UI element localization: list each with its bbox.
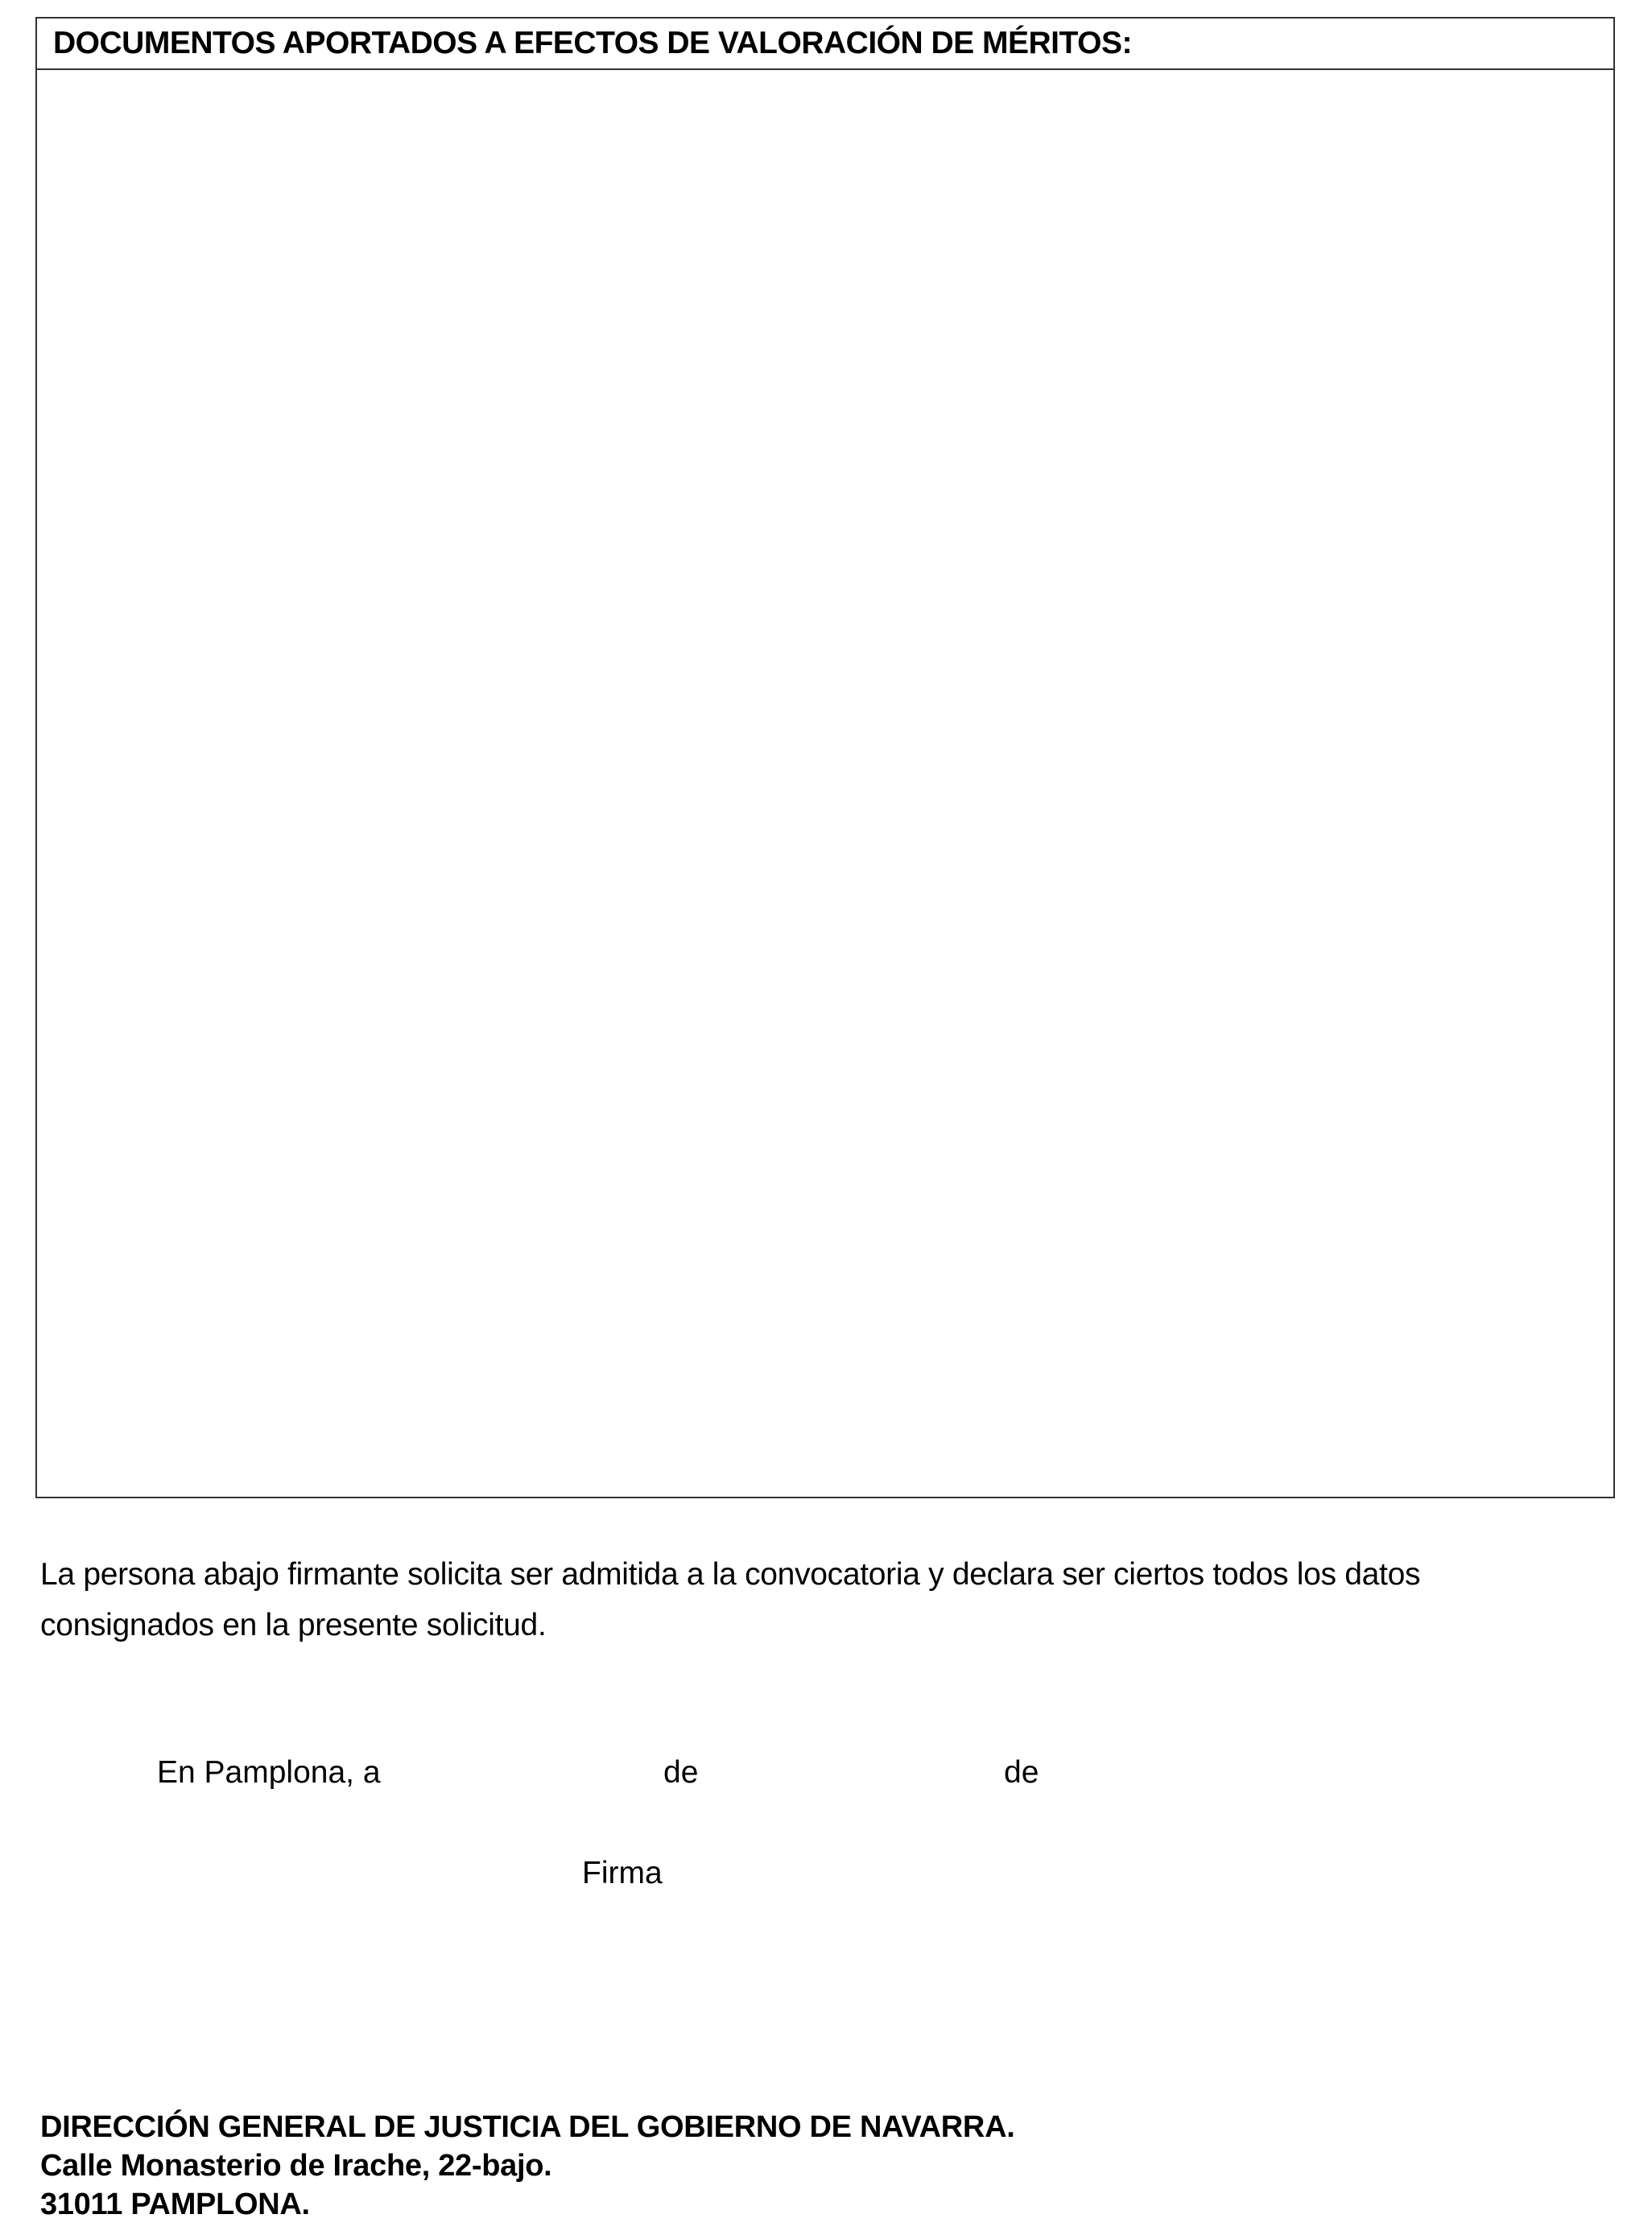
date-de-label-2: de xyxy=(1004,1755,1039,1790)
place-label: En Pamplona, a xyxy=(157,1755,381,1790)
address-block xyxy=(40,2108,1014,2224)
declaration-line-1: La persona abajo firmante solicita ser admitida a la convocatoria y declara ser ciertos todos los datos xyxy=(40,1557,1421,1592)
address-line-3: 31011 PAMPLONA. xyxy=(40,2187,310,2221)
merits-box-title: DOCUMENTOS APORTADOS A EFECTOS DE VALORACIÓN DE MÉRITOS: xyxy=(37,19,1613,70)
merits-documents-box xyxy=(35,17,1615,1498)
merits-documents-field[interactable] xyxy=(37,70,1613,1497)
address-line-1: DIRECCIÓN GENERAL DE JUSTICIA DEL GOBIERNO DE NAVARRA. xyxy=(40,2110,1015,2144)
address-line-2: Calle Monasterio de Irache, 22-bajo. xyxy=(40,2149,552,2183)
declaration-paragraph xyxy=(40,1549,1594,1650)
signature-label: Firma xyxy=(582,1856,663,1890)
declaration-line-2: consignados en la presente solicitud. xyxy=(40,1608,547,1642)
date-de-label-1: de xyxy=(663,1755,699,1790)
